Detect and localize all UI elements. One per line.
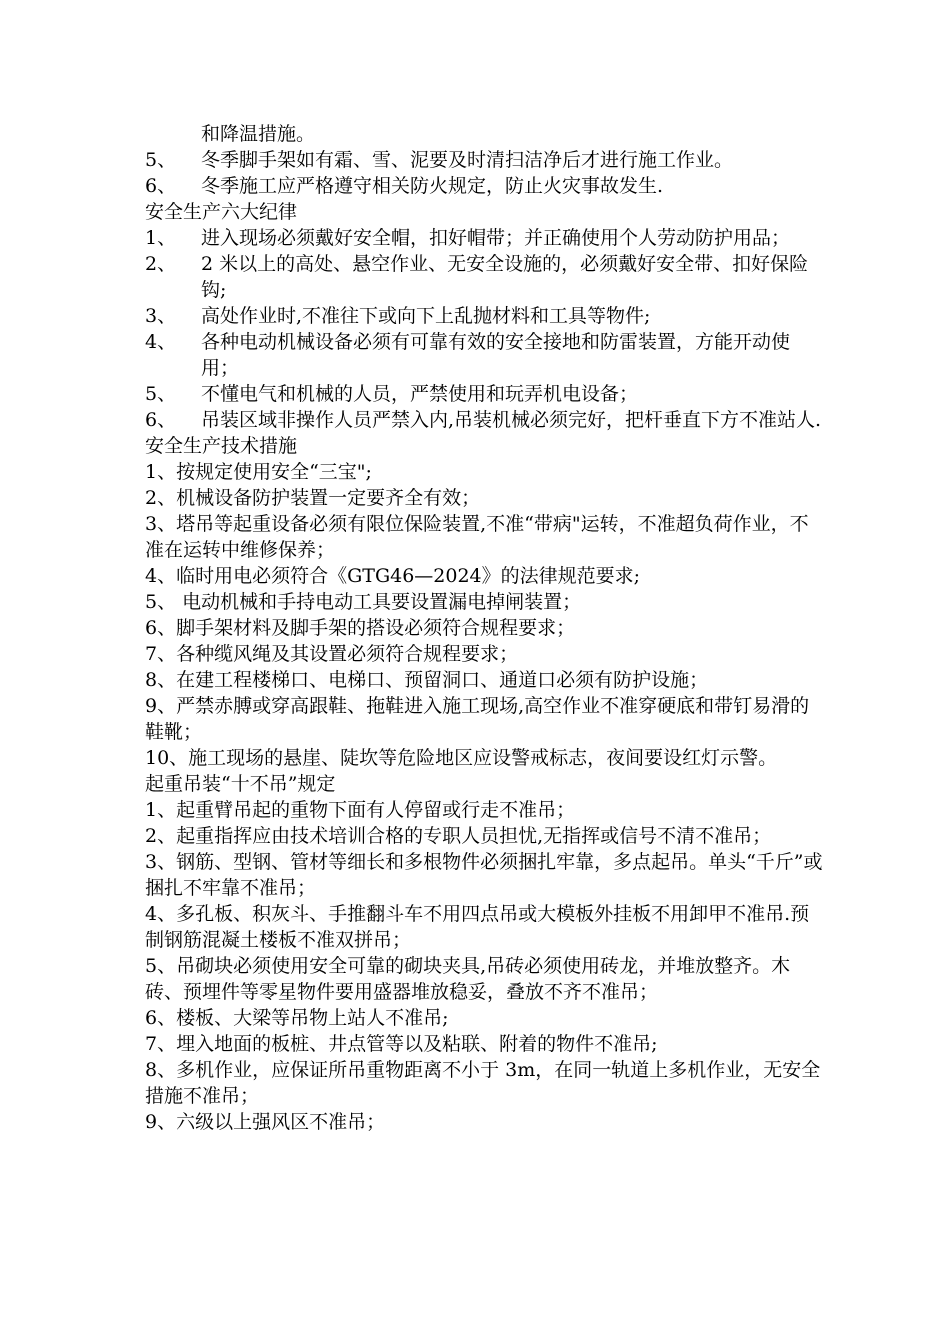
section-heading-measures: 安全生产技术措施 — [145, 435, 298, 457]
list-item: 2、起重指挥应由技术培训合格的专职人员担忧,无指挥或信号不清不准吊； — [145, 825, 772, 847]
list-item: 2、机械设备防护装置一定要齐全有效； — [145, 487, 481, 509]
list-item: 7、埋入地面的板桩、井点管等以及粘联、附着的物件不准吊; — [145, 1033, 658, 1055]
section-heading-discipline: 安全生产六大纪律 — [145, 201, 298, 223]
item-number: 4、 — [145, 331, 177, 353]
list-item: 4、临时用电必须符合《GTG46—2024》的法律规范要求; — [145, 565, 641, 587]
list-item — [145, 329, 825, 381]
item-text: 2 米以上的高处、悬空作业、无安全设施的，必须戴好安全带、扣好保险钩; — [201, 253, 809, 301]
item-text: 高处作业时,不准往下或向下上乱抛材料和工具等物件; — [201, 305, 651, 327]
list-item — [145, 173, 825, 199]
item-text: 冬季脚手架如有霜、雪、泥要及时清扫洁净后才进行施工作业。 — [201, 149, 734, 171]
section-heading-lifting: 起重吊装“十不吊”规定 — [145, 773, 336, 795]
list-item — [145, 251, 825, 303]
list-item: 3、塔吊等起重设备必须有限位保险装置,不准“带病"运转，不准超负荷作业，不准在运转中维修保养； — [145, 513, 809, 561]
list-item: 7、各种缆风绳及其设置必须符合规程要求； — [145, 643, 519, 665]
item-number: 2、 — [145, 253, 177, 275]
list-item — [145, 225, 825, 251]
list-item: 5、吊砌块必须使用安全可靠的砌块夹具,吊砖必须使用砖龙，并堆放整齐。木砖、预埋件等零星物件要用盛器堆放稳妥，叠放不齐不准吊； — [145, 955, 791, 1003]
continuation-text: 和降温措施。 — [201, 123, 316, 145]
item-number: 5、 — [145, 383, 177, 405]
item-number: 3、 — [145, 305, 177, 327]
item-number: 5、 — [145, 149, 177, 171]
item-text: 冬季施工应严格遵守相关防火规定，防止火灾事故发生. — [201, 175, 664, 197]
list-item — [145, 147, 825, 173]
list-item: 3、钢筋、型钢、管材等细长和多根物件必须捆扎牢靠，多点起吊。单头“千斤”或捆扎不牢靠不准吊； — [145, 851, 823, 899]
item-text: 不懂电气和机械的人员，严禁使用和玩弄机电设备； — [201, 383, 639, 405]
document-body — [145, 121, 825, 1135]
list-item: 8、在建工程楼梯口、电梯口、预留洞口、通道口必须有防护设施； — [145, 669, 709, 691]
list-item — [145, 407, 825, 433]
item-text: 吊装区域非操作人员严禁入内,吊装机械必须完好，把杆垂直下方不准站人. — [201, 409, 822, 431]
list-item: 9、六级以上强风区不准吊； — [145, 1111, 386, 1133]
list-item: 6、楼板、大梁等吊物上站人不准吊; — [145, 1007, 449, 1029]
item-number: 6、 — [145, 409, 177, 431]
list-item: 9、严禁赤膊或穿高跟鞋、拖鞋进入施工现场,高空作业不准穿硬底和带钉易滑的鞋靴； — [145, 695, 810, 743]
list-item: 10、施工现场的悬崖、陡坎等危险地区应设警戒标志，夜间要设红灯示警。 — [145, 747, 778, 769]
item-number: 6、 — [145, 175, 177, 197]
list-item — [145, 381, 825, 407]
list-item: 6、脚手架材料及脚手架的搭设必须符合规程要求； — [145, 617, 576, 639]
list-item: 1、按规定使用安全“三宝"; — [145, 461, 372, 483]
item-text: 各种电动机械设备必须有可靠有效的安全接地和防雷装置，方能开动使用； — [201, 331, 791, 379]
item-number: 1、 — [145, 227, 177, 249]
list-item: 4、多孔板、积灰斗、手推翻斗车不用四点吊或大模板外挂板不用卸甲不准吊.预制钢筋混凝土楼板不准双拼吊； — [145, 903, 810, 951]
list-item: 1、起重臂吊起的重物下面有人停留或行走不准吊； — [145, 799, 576, 821]
list-item — [145, 303, 825, 329]
list-item: 5、 电动机械和手持电动工具要设置漏电掉闸装置； — [145, 591, 582, 613]
item-text: 进入现场必须戴好安全帽，扣好帽带；并正确使用个人劳动防护用品； — [201, 227, 791, 249]
list-item: 8、多机作业，应保证所吊重物距离不小于 3m，在同一轨道上多机作业，无安全措施不准吊； — [145, 1059, 821, 1107]
